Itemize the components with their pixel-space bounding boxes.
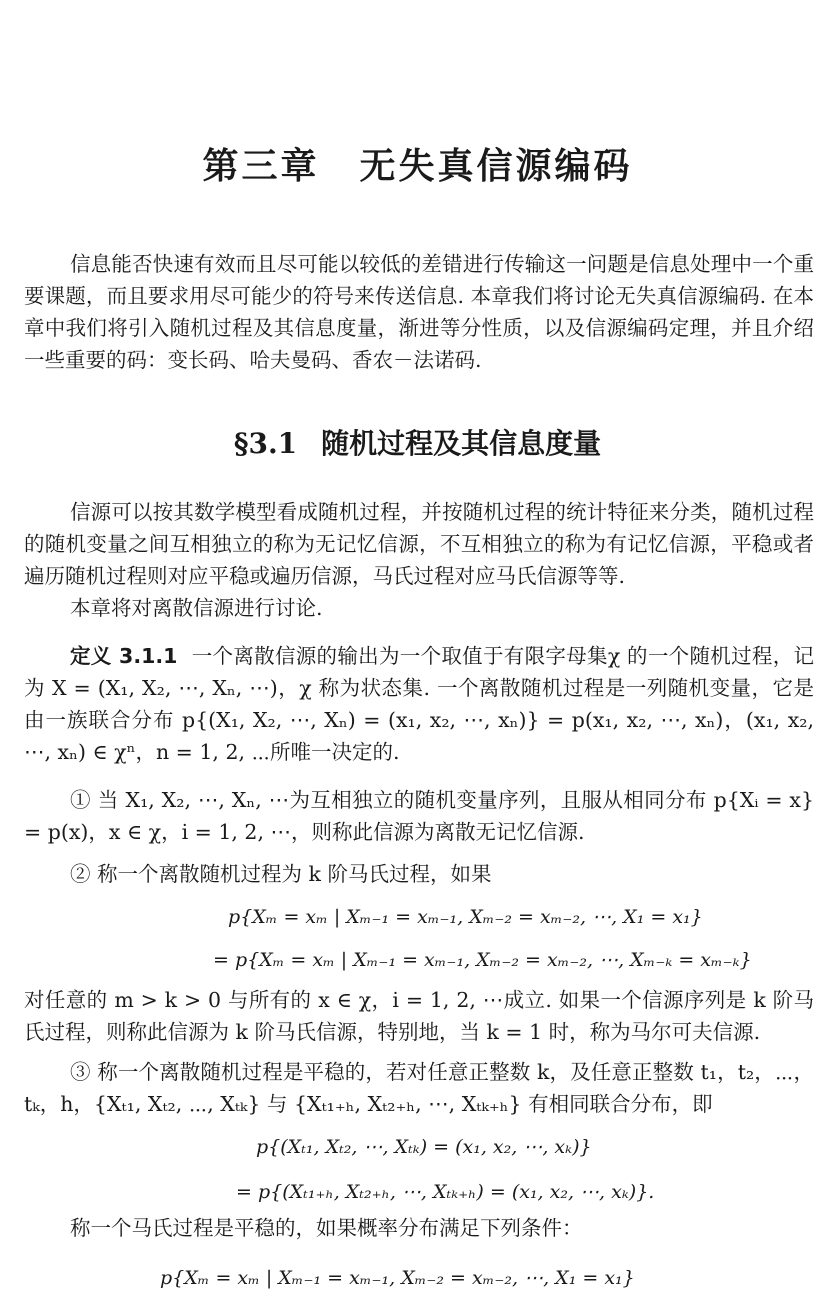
chapter-name: 无失真信源编码 [359,146,633,187]
intro-paragraph: 信息能否快速有效而且尽可能以较低的差错进行传输这一问题是信息处理中一个重要课题，而且要求用尽可能少的符号来传送信息. 本章我们将讨论无失真信源编码. 在本章中我们将引入随机过程及其信息度量，渐进等分性质，以及信源编码定理，并且介绍一些重要的码：变长码、哈夫曼码、香农－法诺码. [24,252,814,372]
chapter-title [0,138,835,189]
section-name: 随机过程及其信息度量 [321,427,602,460]
item-2: ② 称一个离散随机过程为 k 阶马氏过程，如果 [70,862,492,886]
equation-3: p{(Xₜ₁, Xₜ₂, ⋯, Xₜₖ) = (x₁, x₂, ⋯, xₖ)} [256,1136,592,1158]
markov-stationary-intro: 称一个马氏过程是平稳的，如果概率分布满足下列条件： [70,1216,583,1240]
chapter-number: 第三章 [202,146,320,187]
item-2-continuation: 对任意的 m > k > 0 与所有的 x ∈ χ，i = 1, 2, ⋯成立. 如果一个信源序列是 k 阶马氏过程，则称此信源为 k 阶马氏信源，特别地，当 k = 1 时，称为马尔可夫信源. [24,988,814,1044]
paragraph-discrete: 本章将对离散信源进行讨论. [70,596,323,620]
definition-label: 定义 3.1.1 [70,644,178,668]
definition-text: 一个离散信源的输出为一个取值于有限字母集χ 的一个随机过程，记为 X = (X₁, X₂, ⋯, Xₙ, ⋯)，χ 称为状态集. 一个离散随机过程是一列随机变量，它是由一族联合分布 p{(X₁, X₂, ⋯, Xₙ) = (x₁, x₂, ⋯, xₙ)} = p(x₁, x₂, ⋯, xₙ)，(x₁, x₂, ⋯, xₙ) ∈ χⁿ，n = 1, 2, ⋯所唯一决定的. [24,644,814,764]
definition-3-1-1 [24,640,814,768]
paragraph-sources: 信源可以按其数学模型看成随机过程，并按随机过程的统计特征来分类，随机过程的随机变量之间互相独立的称为无记忆信源，不互相独立的称为有记忆信源，平稳或者遍历随机过程则对应平稳或遍历信源，马氏过程对应马氏信源等等. [24,500,814,588]
section-title [0,422,835,462]
equation-2: = p{Xₘ = xₘ | Xₘ₋₁ = xₘ₋₁, Xₘ₋₂ = xₘ₋₂, ⋯, Xₘ₋ₖ = xₘ₋ₖ} [213,949,752,971]
equation-1: p{Xₘ = xₘ | Xₘ₋₁ = xₘ₋₁, Xₘ₋₂ = xₘ₋₂, ⋯, X₁ = x₁} [228,906,703,928]
item-1: ① 当 X₁, X₂, ⋯, Xₙ, ⋯为互相独立的随机变量序列，且服从相同分布 p{Xᵢ = x} = p(x)，x ∈ χ，i = 1, 2, ⋯，则称此信源为离散无记忆信源. [24,788,814,844]
section-number: §3.1 [233,427,298,460]
equation-4: = p{(Xₜ₁₊ₕ, Xₜ₂₊ₕ, ⋯, Xₜₖ₊ₕ) = (x₁, x₂, ⋯, xₖ)}. [236,1181,655,1203]
item-3: ③ 称一个离散随机过程是平稳的，若对任意正整数 k，及任意正整数 t₁，t₂，⋯，tₖ，h，{Xₜ₁, Xₜ₂, ⋯, Xₜₖ} 与 {Xₜ₁₊ₕ, Xₜ₂₊ₕ, ⋯, Xₜₖ₊ₕ} 有相同联合分布，即 [24,1060,814,1116]
equation-5: p{Xₘ = xₘ | Xₘ₋₁ = xₘ₋₁, Xₘ₋₂ = xₘ₋₂, ⋯, X₁ = x₁} [160,1267,635,1289]
